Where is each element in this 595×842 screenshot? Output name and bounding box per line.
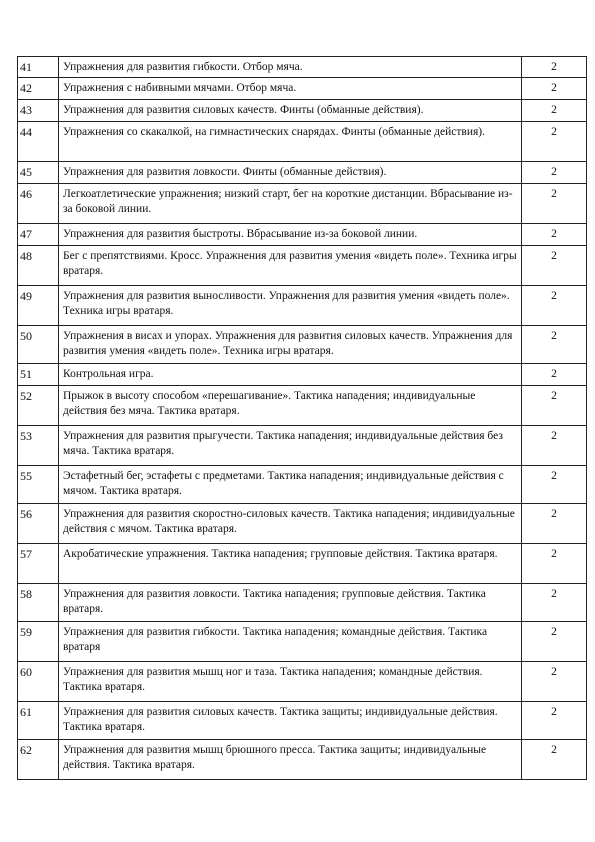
lesson-topic: Упражнения для развития мышц ног и таза. Тактика нападения; командные действия. Тактика вратаря. (59, 662, 522, 702)
lesson-hours: 2 (522, 122, 587, 162)
lesson-topic: Упражнения со скакалкой, на гимнастических снарядах. Финты (обманные действия). (59, 122, 522, 162)
lesson-number: 49 (18, 286, 59, 326)
lesson-number: 43 (18, 100, 59, 122)
lesson-number: 53 (18, 426, 59, 466)
lesson-hours: 2 (522, 224, 587, 246)
lesson-topic: Упражнения в висах и упорах. Упражнения для развития силовых качеств. Упражнения для развития умения «видеть поле». Техника игры вратаря. (59, 326, 522, 364)
lesson-topic: Упражнения для развития быстроты. Вбрасывание из-за боковой линии. (59, 224, 522, 246)
lesson-topic: Прыжок в высоту способом «перешагивание». Тактика нападения; индивидуальные действия без мяча. Тактика вратаря. (59, 386, 522, 426)
lesson-hours: 2 (522, 286, 587, 326)
table-row (18, 466, 587, 504)
table-row (18, 100, 587, 122)
lesson-topic: Упражнения для развития ловкости. Финты (обманные действия). (59, 162, 522, 184)
lesson-number: 55 (18, 466, 59, 504)
lesson-hours: 2 (522, 364, 587, 386)
table-row (18, 122, 587, 162)
lesson-topic: Упражнения для развития скоростно-силовых качеств. Тактика нападения; индивидуальные действия с мячом. Тактика вратаря. (59, 504, 522, 544)
table-row (18, 544, 587, 584)
lesson-topic: Упражнения для развития силовых качеств. Тактика защиты; индивидуальные действия. Тактика вратаря. (59, 702, 522, 740)
lesson-hours: 2 (522, 386, 587, 426)
lesson-number: 56 (18, 504, 59, 544)
lesson-plan-body (18, 57, 587, 780)
lesson-hours: 2 (522, 544, 587, 584)
lesson-hours: 2 (522, 584, 587, 622)
table-row (18, 504, 587, 544)
lesson-topic: Упражнения для развития ловкости. Тактика нападения; групповые действия. Тактика вратаря. (59, 584, 522, 622)
lesson-number: 48 (18, 246, 59, 286)
lesson-number: 44 (18, 122, 59, 162)
lesson-topic: Бег с препятствиями. Кросс. Упражнения для развития умения «видеть поле». Техника игры вратаря. (59, 246, 522, 286)
lesson-hours: 2 (522, 162, 587, 184)
lesson-topic: Эстафетный бег, эстафеты с предметами. Тактика нападения; индивидуальные действия с мячом. Тактика вратаря. (59, 466, 522, 504)
lesson-number: 51 (18, 364, 59, 386)
table-row (18, 326, 587, 364)
table-row (18, 57, 587, 78)
lesson-number: 61 (18, 702, 59, 740)
table-row (18, 702, 587, 740)
table-row (18, 364, 587, 386)
table-row (18, 740, 587, 780)
lesson-number: 52 (18, 386, 59, 426)
lesson-hours: 2 (522, 466, 587, 504)
lesson-topic: Упражнения для развития гибкости. Тактика нападения; командные действия. Тактика вратаря (59, 622, 522, 662)
lesson-topic: Акробатические упражнения. Тактика нападения; групповые действия. Тактика вратаря. (59, 544, 522, 584)
table-row (18, 622, 587, 662)
lesson-hours: 2 (522, 326, 587, 364)
table-row (18, 286, 587, 326)
lesson-hours: 2 (522, 740, 587, 780)
table-row (18, 426, 587, 466)
lesson-hours: 2 (522, 100, 587, 122)
lesson-number: 47 (18, 224, 59, 246)
lesson-number: 62 (18, 740, 59, 780)
lesson-number: 41 (18, 57, 59, 78)
lesson-topic: Упражнения для развития силовых качеств. Финты (обманные действия). (59, 100, 522, 122)
lesson-topic: Упражнения с набивными мячами. Отбор мяча. (59, 78, 522, 100)
lesson-hours: 2 (522, 184, 587, 224)
lesson-hours: 2 (522, 662, 587, 702)
lesson-topic: Контрольная игра. (59, 364, 522, 386)
table-row (18, 184, 587, 224)
lesson-hours: 2 (522, 702, 587, 740)
lesson-number: 58 (18, 584, 59, 622)
lesson-hours: 2 (522, 246, 587, 286)
lesson-number: 42 (18, 78, 59, 100)
lesson-topic: Легкоатлетические упражнения; низкий старт, бег на короткие дистанции. Вбрасывание из-за боковой линии. (59, 184, 522, 224)
lesson-number: 60 (18, 662, 59, 702)
lesson-topic: Упражнения для развития выносливости. Упражнения для развития умения «видеть поле». Техника игры вратаря. (59, 286, 522, 326)
table-row (18, 386, 587, 426)
lesson-number: 46 (18, 184, 59, 224)
table-row (18, 584, 587, 622)
lesson-hours: 2 (522, 78, 587, 100)
lesson-plan-table (17, 56, 587, 780)
lesson-hours: 2 (522, 57, 587, 78)
lesson-number: 57 (18, 544, 59, 584)
lesson-topic: Упражнения для развития прыгучести. Тактика нападения; индивидуальные действия без мяча. Тактика вратаря. (59, 426, 522, 466)
lesson-hours: 2 (522, 426, 587, 466)
lesson-topic: Упражнения для развития гибкости. Отбор мяча. (59, 57, 522, 78)
lesson-hours: 2 (522, 622, 587, 662)
lesson-topic: Упражнения для развития мышц брюшного пресса. Тактика защиты; индивидуальные действия. Тактика вратаря. (59, 740, 522, 780)
table-row (18, 246, 587, 286)
table-row (18, 78, 587, 100)
lesson-number: 45 (18, 162, 59, 184)
lesson-number: 50 (18, 326, 59, 364)
lesson-hours: 2 (522, 504, 587, 544)
lesson-number: 59 (18, 622, 59, 662)
table-row (18, 662, 587, 702)
table-row (18, 224, 587, 246)
table-row (18, 162, 587, 184)
